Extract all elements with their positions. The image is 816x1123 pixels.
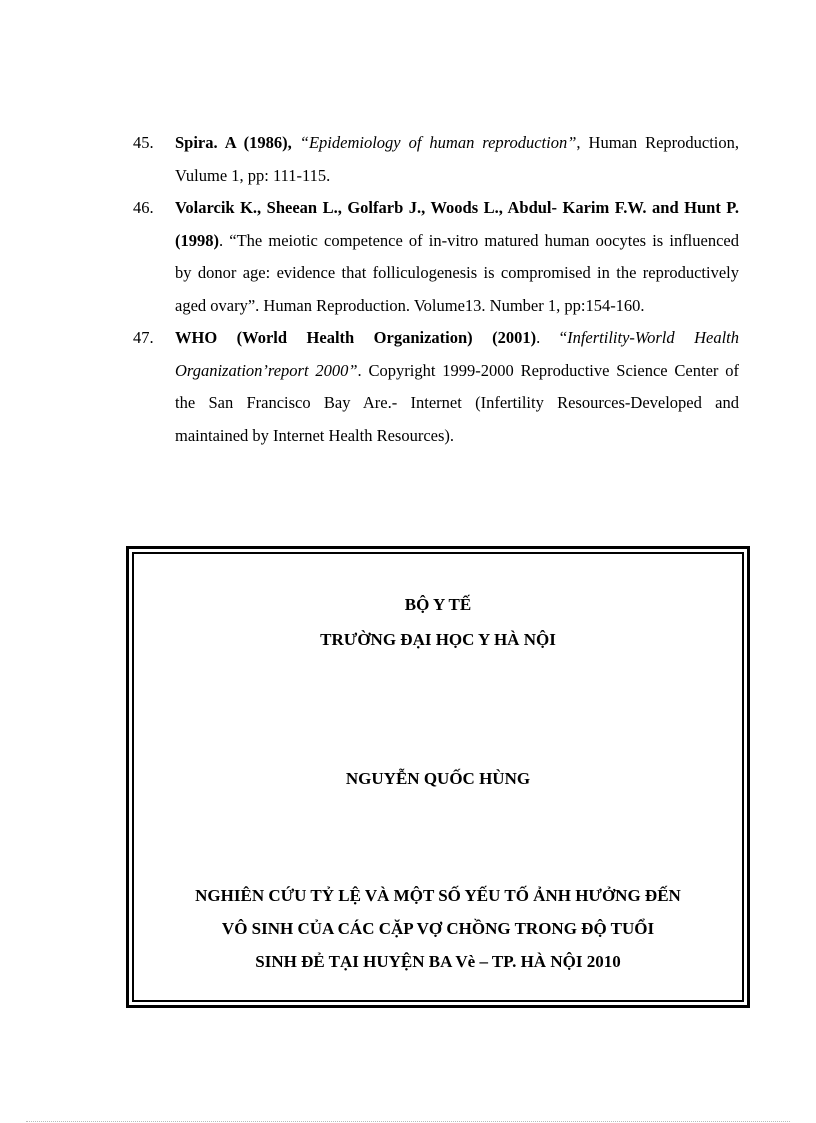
reference-item — [133, 127, 739, 192]
reference-item — [133, 192, 739, 322]
reference-title: Infertility-World Health Organization’report 2000” — [175, 328, 740, 380]
reference-authors: Volarcik K., Sheean L., Golfarb J., Woods L., Abdul- Karim F.W. and Hunt P. (1998) — [175, 198, 739, 250]
reference-source: . Copyright 1999-2000 Reproductive Science Center of the San Francisco Bay Are.- Internet (Infertility Resources-Developed and maintained by Internet Health Resources). — [175, 360, 739, 445]
reference-text — [175, 192, 739, 322]
author-name: NGUYỄN QUỐC HÙNG — [345, 769, 531, 788]
thesis-title-line: SINH ĐẺ TẠI HUYỆN BA Vè – TP. HÀ NỘI 2010 — [255, 952, 621, 971]
thesis-title-line: VÔ SINH CỦA CÁC CẶP VỢ CHỒNG TRONG ĐỘ TUỔI — [221, 919, 655, 938]
reference-sep: . “ — [536, 328, 568, 347]
reference-authors: WHO (World Health Organization) (2001) — [175, 328, 537, 347]
reference-authors: Spira. A (1986), — [175, 133, 292, 152]
page-edge-divider — [26, 1121, 790, 1122]
reference-sep — [292, 133, 300, 152]
university-name: TRƯỜNG ĐẠI HỌC Y HÀ NỘI — [320, 630, 556, 649]
reference-text — [175, 127, 739, 192]
reference-list — [133, 127, 739, 452]
cover-frame-inner — [132, 552, 744, 1002]
reference-text — [175, 322, 739, 452]
cover-frame — [126, 546, 750, 1008]
ministry-name: BỘ Y TẾ — [404, 595, 472, 614]
reference-source: , Human Reproduction, Vulume 1, pp: 111-115. — [175, 133, 740, 185]
thesis-title-line: NGHIÊN CỨU TỶ LỆ VÀ MỘT SỐ YẾU TỐ ẢNH HƯỞNG ĐẾN — [195, 886, 681, 905]
reference-item — [133, 322, 739, 452]
reference-title: “Epidemiology of human reproduction” — [299, 133, 577, 152]
reference-source: . “The meiotic competence of in-vitro matured human oocytes is influenced by donor age: evidence that folliculogenesis is compromised in the reproductively aged ovary”. Human Reproduction. Volume13. Number 1, pp:154-160. — [175, 230, 739, 315]
reference-number: 45. — [133, 133, 154, 152]
reference-number: 46. — [133, 198, 154, 217]
reference-number: 47. — [133, 328, 154, 347]
